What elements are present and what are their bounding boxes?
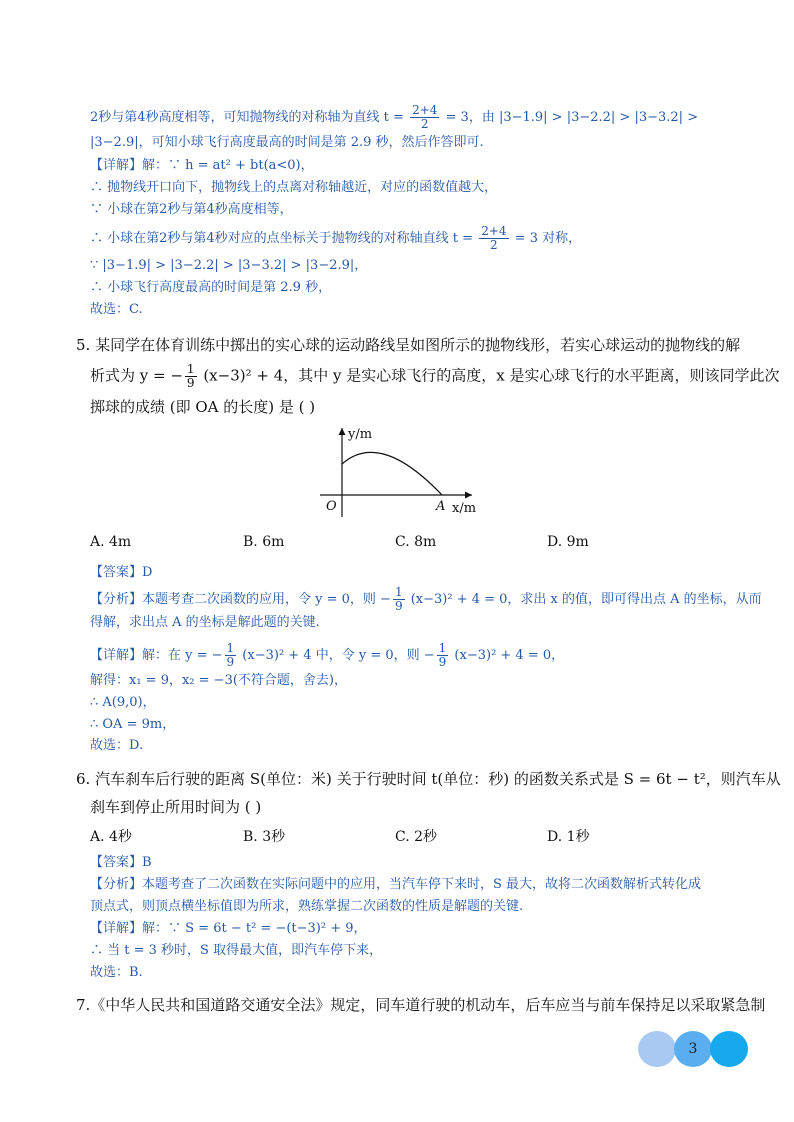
q6-analysis-line-1: 【分析】本题考查了二次函数在实际问题中的应用，当汽车停下来时，S 最大，故将二次函数解析式转化成 [90,877,702,892]
q6-option-d: D. 1秒 [547,829,590,845]
q5-detail-line-4: ∴ OA = 9m， [90,717,176,732]
q4-detail-line-7: 故选：C. [90,302,143,317]
frac-num: 1 [186,362,195,376]
text: 【分析】本题考查二次函数的应用，令 y = 0，则 − [90,592,391,607]
frac-num: 1 [438,641,447,655]
q6-detail-line-2: ∴ 当 t = 3 秒时，S 取得最大值，即汽车停下来， [90,943,383,958]
footer-circle-light [638,1031,676,1067]
q4-detail-line-3: ∵ 小球在第2秒与第4秒高度相等， [90,202,293,217]
text: (x−3)² + 4 = 0， [450,648,565,663]
fraction [437,642,449,669]
q6-stem-line-1: 6. 汽车刹车后行驶的距离 S(单位：米) 关于行驶时间 t(单位：秒) 的函数关系式是 S = 6t − t²，则汽车从 [76,770,781,788]
text: 2秒与第4秒高度相等，可知抛物线的对称轴为直线 t = [90,110,409,125]
q4-detail-line-2: ∴ 抛物线开口向下，抛物线上的点离对称轴越近，对应的函数值越大， [90,180,498,195]
q4-solution-line-2: |3−2.9|，可知小球飞行高度最高的时间是第 2.9 秒，然后作答即可. [90,135,484,150]
q4-detail-line-6: ∴ 小球飞行高度最高的时间是第 2.9 秒， [90,280,332,295]
q5-detail-line-2: 解得：x₁ = 9，x₂ = −3(不符合题，舍去)， [90,673,347,688]
q5-analysis-line-2: 得解，求出点 A 的坐标是解此题的关键. [90,615,320,630]
text: 解：∵ h = at² + bt(a<0)， [142,158,314,173]
q5-detail-line-5: 故选：D. [90,738,144,753]
q5-option-b: B. 6m [243,534,285,550]
text: 析式为 y = − [90,366,183,385]
text: 【详解】解：在 y = − [90,648,223,663]
fraction [225,642,237,669]
q6-option-b: B. 3秒 [243,829,286,845]
page-number: 3 [688,1041,698,1057]
footer-circle-bright [710,1031,748,1067]
frac-den: 2 [490,238,498,252]
q4-detail-line-4 [90,225,581,252]
fraction [479,225,508,252]
footer-decoration [634,1028,754,1070]
fraction [410,104,439,131]
x-axis-label: x/m [452,501,477,516]
frac-num: 2+4 [412,103,438,117]
frac-den: 9 [226,655,235,669]
q5-stem-line-3: 掷球的成绩 (即 OA 的长度) 是 ( ) [90,398,316,416]
frac-den: 9 [394,599,403,613]
q5-option-d: D. 9m [547,534,589,550]
q7-stem-line-1: 7.《中华人民共和国道路交通安全法》规定，同车道行驶的机动车，后车应当与前车保持足以采取紧急制 [76,996,766,1014]
q6-analysis-line-2: 顶点式，则顶点横坐标值即为所求，熟练掌握二次函数的性质是解题的关键. [90,899,524,914]
frac-num: 1 [226,641,235,655]
q5-stem-line-2 [90,363,780,390]
text: (x−3)² + 4，其中 y 是实心球飞行的高度，x 是实心球飞行的水平距离，则该同学此次 [198,366,780,385]
q6-detail-line-3: 故选：B. [90,965,143,980]
q6-option-c: C. 2秒 [395,829,438,845]
frac-den: 2 [420,117,429,131]
q5-stem-line-1: 5. 某同学在体育训练中掷出的实心球的运动路线呈如图所示的抛物线形，若实心球运动的抛物线的解 [76,336,741,354]
q5-option-c: C. 8m [395,534,437,550]
q4-detail-line-5: ∵ |3−1.9| > |3−2.2| > |3−3.2| > |3−2.9|， [90,258,368,273]
frac-num: 1 [394,585,403,599]
q4-solution-line-1 [90,104,698,131]
origin-label: O [326,499,337,514]
text: (x−3)² + 4 = 0，求出 x 的值，即可得出点 A 的坐标，从而 [406,592,762,607]
text: ∴ 小球在第2秒与第4秒对应的点坐标关于抛物线的对称轴直线 t = [90,231,478,246]
point-a-label: A [436,499,446,514]
text: (x−3)² + 4 中，令 y = 0，则 − [238,648,435,663]
q5-detail-line-3: ∴ A(9,0)， [90,695,156,710]
q6-detail-line-1: 【详解】解：∵ S = 6t − t² = −(t−3)² + 9， [90,921,367,936]
q5-option-a: A. 4m [90,534,132,550]
frac-den: 9 [438,655,447,669]
parabola-curve [342,452,442,495]
parabola-graph [310,420,490,520]
q6-answer: 【答案】B [90,855,152,870]
q6-stem-line-2: 刹车到停止所用时间为 ( ) [90,798,262,816]
detail-tag: 【详解】 [90,158,143,173]
frac-num: 2+4 [481,224,507,238]
q6-option-a: A. 4秒 [90,829,132,845]
q5-answer: 【答案】D [90,565,153,580]
fraction [393,586,405,613]
frac-den: 9 [186,376,195,390]
q5-analysis-line-1 [90,586,762,613]
y-axis-label: y/m [348,427,373,442]
fraction [185,363,197,390]
text: = 3 对称， [510,231,582,246]
text: = 3，由 |3−1.9| > |3−2.2| > |3−3.2| > [441,110,699,125]
q4-detail-line-1 [90,157,314,175]
q5-detail-line-1 [90,642,564,669]
